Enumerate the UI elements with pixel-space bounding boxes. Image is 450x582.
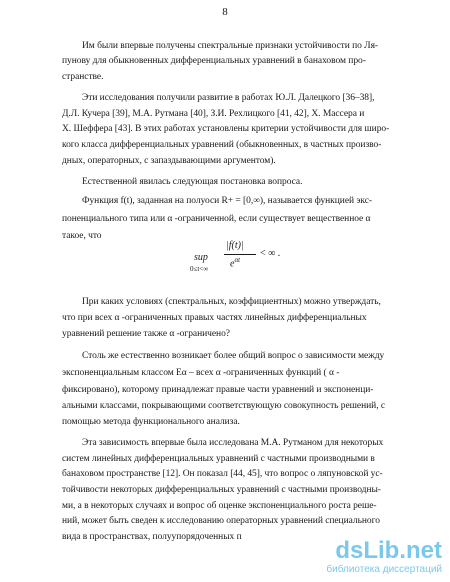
text-line: банаховом пространстве [12]. Он показал [44, 45], что вопрос о ляпуновской ус-: [62, 469, 383, 479]
text-line: пунову для обыкновенных дифференциальных уравнений в банаховом про-: [62, 56, 366, 66]
text-line: поненциального типа или α -ограниченной, если существует вещественное α: [62, 214, 371, 224]
text-line: Естественной явилась следующая постановка вопроса.: [82, 177, 303, 187]
text-line: Функция f(t), заданная на полуоси R+ = [0,∞), называется функцией экс-: [82, 196, 372, 206]
formula-base: e: [230, 258, 235, 270]
formula-tail: < ∞ .: [260, 248, 281, 259]
text-line: систем линейных дифференциальных уравнений с частными производными в: [62, 454, 375, 464]
formula-sup: sup: [194, 252, 208, 263]
fraction-bar: [224, 254, 256, 255]
text-line: ми, а в некоторых случаях и вопрос об оценке экспоненциального роста реше-: [62, 501, 377, 511]
text-line: альными классами, покрывающими соответствующую совокупность решений, с: [62, 401, 386, 411]
watermark-logo: dsLib.net: [335, 537, 442, 564]
text-line: Столь же естественно возникает более общий вопрос о зависимости между: [82, 351, 385, 361]
text-line: помощью метода функционального анализа.: [62, 417, 240, 427]
text-line: тойчивости некоторых дифференциальных уравнений с частными производны-: [62, 485, 381, 495]
formula-numerator: |f(t)|: [226, 240, 244, 251]
text-line: При каких условиях (спектральных, коэффициентных) можно утверждать,: [82, 297, 381, 307]
page-number: 8: [222, 6, 228, 18]
text-line: Эта зависимость впервые была исследована М.А. Рутманом для некоторых: [82, 438, 384, 448]
text-line: Им были впервые получены спектральные признаки устойчивости по Ля-: [82, 41, 379, 51]
formula-denominator: [230, 256, 240, 269]
formula-sub: 0≤t<∞: [190, 265, 209, 273]
text-line: Д.Л. Кучера [39], М.А. Рутмана [40], З.И. Рехлицкого [41, 42], Х. Массера и: [62, 109, 365, 119]
text-line: странстве.: [62, 72, 104, 82]
text-line: Х. Шеффера [43]. В этих работах установлены критерии устойчивости для широ-: [62, 124, 390, 134]
text-line: экспоненциальным классом Eα – всех α -ограниченных функций ( α -: [62, 368, 340, 378]
watermark-subtitle: библиотека диссертаций: [326, 564, 442, 575]
text-line: фиксировано), которому принадлежат правые части уравнений и экспоненци-: [62, 385, 374, 395]
text-line: уравнений решение также α -ограничено?: [62, 329, 230, 339]
formula-exponent: αt: [234, 256, 241, 264]
text-line: вида в пространствах, полуупорядоченных п: [62, 532, 242, 542]
text-line: ний, может быть сведен к исследованию операторных уравнений специального: [62, 516, 380, 526]
text-line: дных, операторных, с запаздывающими аргументом).: [62, 156, 276, 166]
text-line: Эти исследования получили развитие в работах Ю.Л. Далецкого [36–38],: [82, 93, 375, 103]
text-line: кого класса дифференциальных уравнений (обыкновенных, в частных произво-: [62, 140, 382, 150]
formula: [190, 240, 310, 280]
text-line: что при всех α -ограниченных правых частях линейных дифференциальных: [62, 313, 367, 323]
text-line: такое, что: [62, 231, 102, 241]
watermark: [326, 538, 442, 576]
